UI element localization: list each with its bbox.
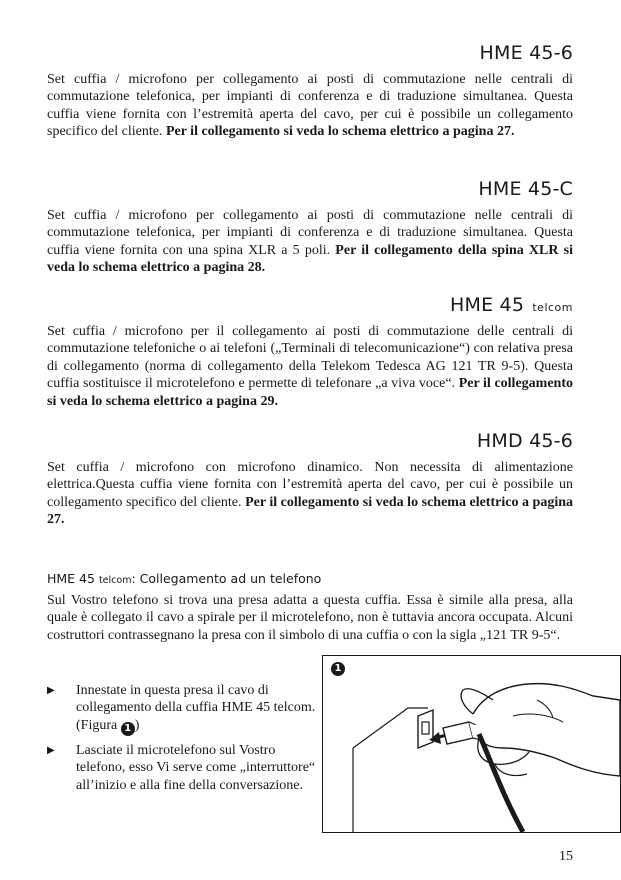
section-body-hmd-45-6: Set cuffia / microfono con microfono dinamico. Non necessita di alimentazione elettrica.Questa cuffia viene fornita con l’estremità aperta del cavo, per cui è possibile un collegamento specifico del cliente. Per il collegamento si veda lo schema elettrico a pagina 27. [47,460,574,528]
subsection-title: HME 45 telcom: Collegamento ad un telefono [47,571,322,586]
list-item: ▶ Lasciate il microtelefono sul Vostro telefono, esso Vi serve come „interruttore“ all’inizio e alla fine della conversazione. [47,742,316,793]
manual-page [47,0,573,880]
section-body-hme-45-6: Set cuffia / microfono per collegamento ai posti di commutazione nelle centrali di commutazione telefonica, per impianti di conferenza e di traduzione simultanea. Questa cuffia viene fornita con l’estremità aperta del cavo, per cui è possibile un collegamento specifico del cliente. Per il collegamento si veda lo schema elettrico a pagina 27. [47,72,573,140]
figure-number-badge: 1 [331,662,345,676]
section-title-hme-45-6: HME 45-6 [479,42,573,64]
section-title-hme-45-c: HME 45-C [478,178,573,200]
triangle-bullet-icon: ▶ [47,744,55,756]
triangle-bullet-icon: ▶ [47,685,55,696]
section-body-hme-45-telcom: Set cuffia / microfono per il collegamento ai posti di commutazione delle centrali di commutazione telefoniche o ai telefoni („Terminali di telecomunicazione“) con relativa presa di collegamento (norma di collegamento della Telekom Tedesca AG 121 TR 9-5). Questa cuffia sostituisce il microtelefono e permette di telefonare „a viva voce“. Per il collegamento si veda lo schema elettrico a pagina 29. [47,324,573,409]
socket-icon [418,710,433,748]
section-title-hmd-45-6: HMD 45-6 [476,430,573,452]
section-body-hme-45-c: Set cuffia / microfono per collegamento ai posti di commutazione nelle centrali di commutazione telefonica, per impianti di conferenza e di traduzione simultanea. Questa cuffia viene fornita con una spina XLR a 5 poli. Per il collegamento della spina XLR si veda lo schema elettrico a pagina 28. [47,208,573,276]
subsection-body: Sul Vostro telefono si trova una presa adatta a questa cuffia. Essa è simile alla presa, alla quale è collegato il cavo a spirale per il microtelefono, non è tuttavia ancora occupata. Alcuni costruttori contrassegnano la presa con il simbolo di una cuffia o con la sigla „121 TR 9-5“. [47,593,573,643]
section-title-hme-45-telcom: HME 45 telcom [450,294,573,316]
list-item: ▶ Innestate in questa presa il cavo di collegamento della cuffia HME 45 telcom. (Figura 1 ) [47,683,316,734]
figure-ref-badge: 1 [121,722,135,736]
hand-plugging-cable-illustration [323,656,620,832]
page-number: 15 [559,849,573,864]
instruction-list [47,682,317,800]
figure-1-illustration [322,655,621,833]
